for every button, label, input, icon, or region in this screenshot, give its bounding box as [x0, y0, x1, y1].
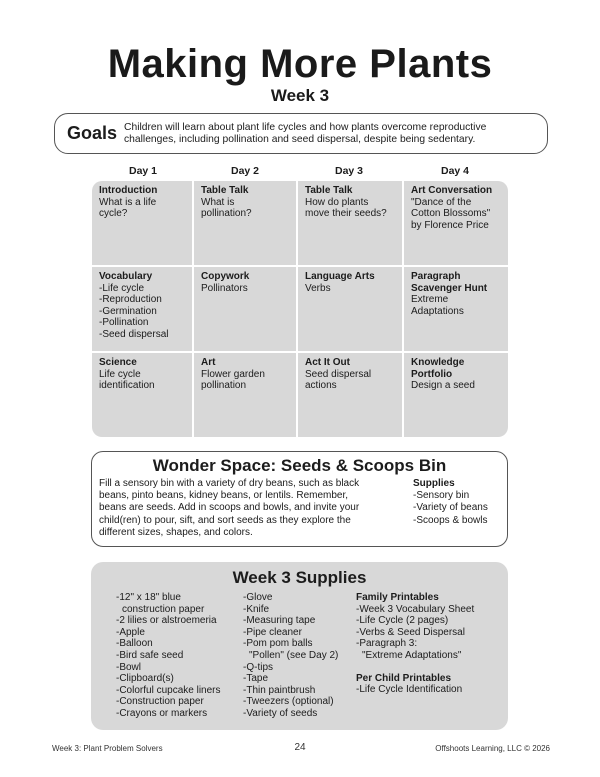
activity-detail: pollination?	[201, 208, 252, 219]
activity-title: Table Talk	[201, 185, 249, 196]
activity-detail: What is a life	[99, 196, 157, 208]
wonder-supply-item: -Scoops & bowls	[413, 514, 488, 526]
activity-detail: Cotton Blossoms"	[411, 208, 491, 219]
printables-column	[356, 592, 504, 696]
day-header-4: Day 4	[440, 165, 470, 177]
supply-item: -Balloon	[116, 638, 153, 650]
supply-item: -Bowl	[116, 661, 142, 673]
wonder-supplies-label: Supplies	[413, 478, 455, 489]
activity-title: Copywork	[201, 271, 250, 282]
footer-unit-title: Week 3: Plant Problem Solvers	[52, 744, 163, 753]
activity-detail: Adaptations	[411, 305, 464, 317]
activity-detail: Seed dispersal	[305, 368, 372, 380]
activity-title: Art	[201, 357, 216, 368]
activity-title: Table Talk	[305, 185, 353, 196]
activity-title: Act It Out	[305, 357, 350, 368]
supply-item: -Tape	[243, 673, 269, 685]
supply-item: -2 lilies or alstroemeria	[116, 615, 217, 627]
grid-cell	[92, 267, 194, 353]
activity-detail: actions	[305, 380, 337, 391]
supply-item: -Bird safe seed	[116, 649, 184, 661]
supply-item: -Knife	[243, 603, 270, 615]
day-header-1: Day 1	[128, 165, 158, 177]
grid-cell	[92, 353, 194, 437]
supply-item: -Q-tips	[243, 661, 273, 673]
grid-cell	[298, 267, 404, 353]
activity-detail: How do plants	[305, 196, 369, 208]
supply-item: -12" x 18" blue	[116, 592, 181, 603]
supply-item: -Pom pom balls	[243, 638, 313, 650]
activity-detail: Pollinators	[201, 282, 248, 294]
grid-cell	[404, 267, 508, 353]
supply-item: -Colorful cupcake liners	[116, 684, 221, 696]
activity-title: Science	[99, 357, 137, 368]
wonder-body-line: different sizes, shapes, and colors.	[99, 526, 253, 538]
activity-detail: -Germination	[99, 305, 157, 317]
grid-cell	[298, 181, 404, 267]
printable-item: -Paragraph 3:	[356, 638, 418, 650]
grid-cell	[298, 353, 404, 437]
goals-line: Children will learn about plant life cycles and how plants overcome reproductive	[124, 121, 487, 133]
grid-cell	[194, 181, 298, 267]
activity-detail: Flower garden	[201, 368, 265, 380]
supply-item: -Measuring tape	[243, 615, 316, 627]
grid-cell	[92, 181, 194, 267]
activity-detail: cycle?	[99, 208, 128, 219]
supply-item: "Pollen" (see Day 2)	[249, 649, 339, 661]
printable-item: -Week 3 Vocabulary Sheet	[356, 603, 475, 615]
supply-item: -Tweezers (optional)	[243, 696, 334, 708]
grid-cell	[404, 181, 508, 267]
per-child-printables-label: Per Child Printables	[356, 672, 452, 684]
grid-cell	[194, 267, 298, 353]
activity-detail: -Pollination	[99, 317, 149, 328]
page-title: Making More Plants	[107, 42, 493, 86]
supply-item: -Thin paintbrush	[243, 684, 316, 696]
activity-title: Portfolio	[411, 368, 453, 380]
activity-title: Art Conversation	[411, 185, 493, 196]
supply-item: -Pipe cleaner	[243, 626, 302, 638]
wonder-supplies	[413, 478, 505, 527]
activity-detail: What is	[201, 196, 235, 208]
wonder-space-title: Wonder Space: Seeds & Scoops Bin	[152, 456, 447, 475]
wonder-supply-item: -Sensory bin	[413, 490, 470, 502]
page-number: 24	[294, 742, 306, 753]
schedule-grid	[92, 181, 508, 437]
printable-item: -Life Cycle Identification	[356, 684, 463, 696]
activity-detail: Verbs	[305, 282, 331, 294]
wonder-space-description	[99, 478, 409, 539]
printable-item: -Verbs & Seed Dispersal	[356, 626, 465, 638]
supply-item: -Crayons or markers	[116, 707, 208, 719]
goals-line: challenges, including pollination and seed dispersal, despite being sedentary.	[124, 133, 476, 145]
grid-cell	[404, 353, 508, 437]
activity-detail: pollination	[201, 380, 247, 391]
page-subtitle: Week 3	[270, 86, 330, 105]
activity-detail: Life cycle	[99, 368, 141, 380]
printable-item: "Extreme Adaptations"	[362, 649, 462, 661]
wonder-body-line: child(ren) to pour, sift, and sort seeds as they explore the	[99, 514, 351, 526]
activity-detail: -Seed dispersal	[99, 328, 169, 340]
supply-item: -Construction paper	[116, 696, 204, 708]
activity-detail: by Florence Price	[411, 219, 489, 231]
supply-item: construction paper	[122, 603, 205, 615]
activity-detail: -Reproduction	[99, 294, 162, 305]
activity-title: Paragraph	[411, 271, 461, 282]
activity-detail: move their seeds?	[305, 208, 387, 219]
activity-detail: Extreme	[411, 294, 449, 305]
week-supplies-title: Week 3 Supplies	[232, 568, 367, 587]
goals-text	[124, 122, 486, 146]
activity-title: Knowledge	[411, 357, 465, 368]
footer-copyright: Offshoots Learning, LLC © 2026	[435, 744, 550, 753]
wonder-body-line: beans are seeds. Add in scoops and bowls, and invite your	[99, 502, 360, 514]
activity-detail: -Life cycle	[99, 282, 145, 294]
day-header-2: Day 2	[230, 165, 260, 177]
supply-item: -Variety of seeds	[243, 707, 318, 719]
activity-title: Vocabulary	[99, 271, 153, 282]
printable-item: -Life Cycle (2 pages)	[356, 615, 449, 627]
family-printables-label: Family Printables	[356, 592, 439, 603]
wonder-body-line: Fill a sensory bin with a variety of dry beans, such as black	[99, 478, 360, 489]
activity-detail: Design a seed	[411, 380, 475, 391]
activity-detail: identification	[99, 380, 155, 391]
supplies-column-2	[243, 592, 355, 720]
week-supplies-box	[91, 562, 508, 730]
goals-box	[54, 113, 548, 154]
wonder-body-line: beans, pinto beans, kidney beans, or lentils. Remember,	[99, 490, 349, 502]
activity-title: Introduction	[99, 185, 158, 196]
supply-item: -Apple	[116, 626, 145, 638]
grid-cell	[194, 353, 298, 437]
goals-label: Goals	[67, 123, 118, 143]
day-header-3: Day 3	[334, 165, 364, 177]
supply-item: -Glove	[243, 592, 273, 603]
activity-title: Scavenger Hunt	[411, 282, 488, 294]
supply-item: -Clipboard(s)	[116, 673, 174, 685]
activity-detail: "Dance of the	[411, 196, 472, 208]
supplies-column-1	[116, 592, 246, 720]
wonder-space-box	[91, 451, 508, 547]
activity-title: Language Arts	[305, 271, 375, 282]
wonder-supply-item: -Variety of beans	[413, 502, 488, 514]
